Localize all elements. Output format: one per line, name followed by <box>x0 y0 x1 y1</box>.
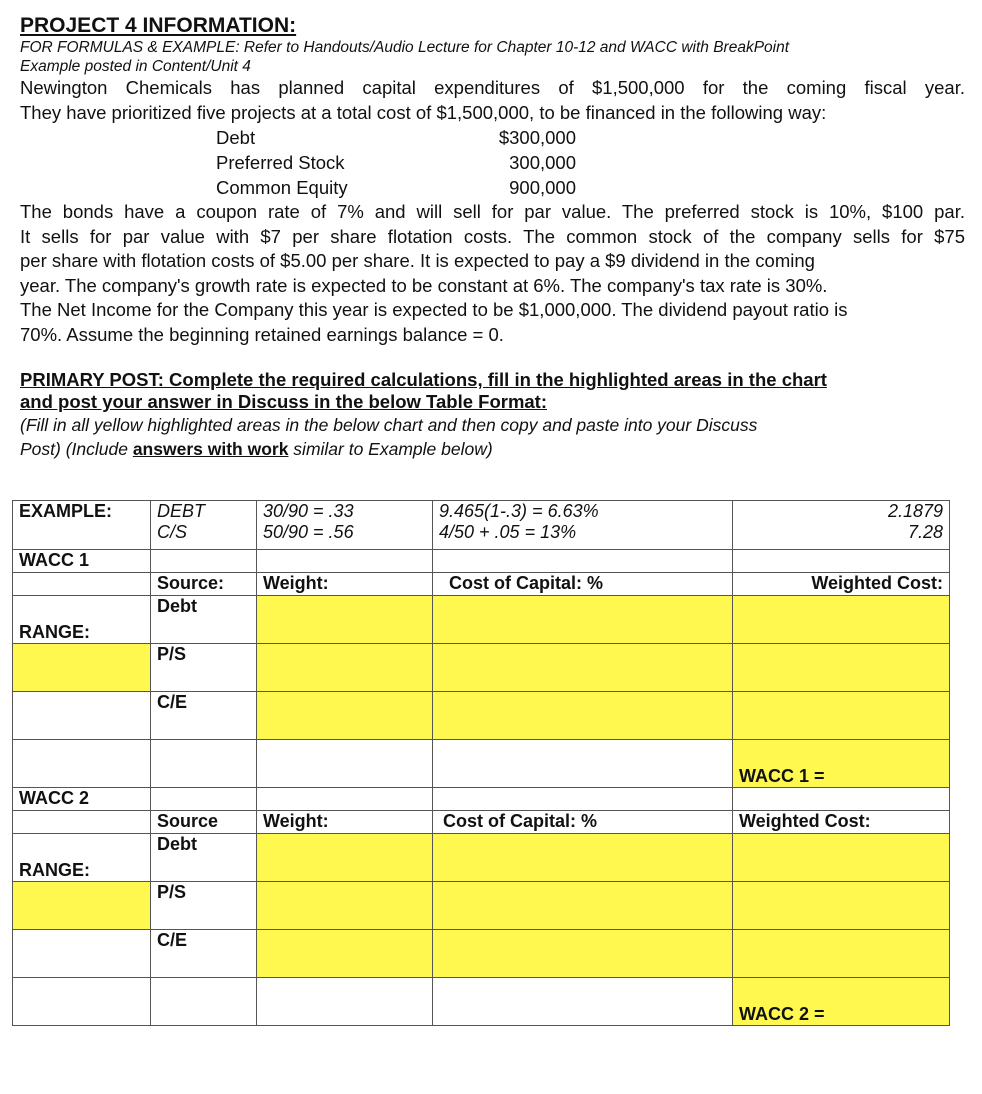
wacc1-ce-weighted-cost-input[interactable] <box>733 692 950 740</box>
wacc2-ce-weighted-cost-input[interactable] <box>733 930 950 978</box>
wacc1-total-input[interactable]: WACC 1 = <box>733 740 950 788</box>
wacc2-ps-label: P/S <box>151 882 257 930</box>
wacc2-debt-label: Debt <box>151 834 257 882</box>
example-weighted-costs: 2.1879 7.28 <box>733 501 950 550</box>
financing-row-debt <box>216 125 576 150</box>
wacc2-cost-header: Cost of Capital: % <box>433 811 733 834</box>
wacc2-source-header: Source <box>151 811 257 834</box>
wacc2-weighted-cost-header: Weighted Cost: <box>733 811 950 834</box>
wacc-table <box>12 500 950 1026</box>
financing-row-common <box>216 175 576 200</box>
wacc1-source-header: Source: <box>151 573 257 596</box>
financing-label: Preferred Stock <box>216 152 345 173</box>
example-label: EXAMPLE: <box>13 501 151 550</box>
wacc1-ce-row <box>13 692 950 740</box>
wacc2-debt-weighted-cost-input[interactable] <box>733 834 950 882</box>
financing-amount: 900,000 <box>509 177 576 198</box>
example-sources: DEBT C/S <box>151 501 257 550</box>
wacc1-ce-cost-input[interactable] <box>433 692 733 740</box>
document <box>20 14 965 461</box>
wacc2-ce-cost-input[interactable] <box>433 930 733 978</box>
wacc1-weight-header: Weight: <box>257 573 433 596</box>
financing-row-preferred <box>216 150 576 175</box>
wacc1-debt-cost-input[interactable] <box>433 596 733 644</box>
page-title: PROJECT 4 INFORMATION: <box>20 14 297 37</box>
financing-amount: $300,000 <box>498 127 576 148</box>
intro-line-1: Newington Chemicals has planned capital expenditures of $1,500,000 for the coming fiscal year. <box>20 77 965 98</box>
details-line-4: year. The company's growth rate is expected to be constant at 6%. The company's tax rate is 30%. <box>20 274 828 296</box>
wacc2-ce-label: C/E <box>151 930 257 978</box>
wacc2-debt-row <box>13 834 950 882</box>
wacc1-ce-weight-input[interactable] <box>257 692 433 740</box>
intro-line-2: They have prioritized five projects at a total cost of $1,500,000, to be financed in the following way: <box>20 101 827 123</box>
wacc2-ps-weighted-cost-input[interactable] <box>733 882 950 930</box>
financing-label: Debt <box>216 127 256 148</box>
primary-post-heading-1: PRIMARY POST: Complete the required calculations, fill in the highlighted areas in the chart <box>20 369 827 390</box>
reference-line-2: Example posted in Content/Unit 4 <box>20 58 251 75</box>
wacc1-debt-weight-input[interactable] <box>257 596 433 644</box>
wacc2-range-label: RANGE: <box>13 834 151 882</box>
wacc1-debt-row <box>13 596 950 644</box>
wacc1-debt-label: Debt <box>151 596 257 644</box>
wacc2-total-input[interactable]: WACC 2 = <box>733 978 950 1026</box>
details-line-6: 70%. Assume the beginning retained earnings balance = 0. <box>20 323 504 345</box>
instructions-emphasis: answers with work <box>132 439 289 459</box>
wacc2-total-row <box>13 978 950 1026</box>
details-line-3: per share with flotation costs of $5.00 per share. It is expected to pay a $9 dividend in the coming <box>20 250 815 271</box>
wacc2-label: WACC 2 <box>13 788 151 811</box>
wacc2-range-input[interactable] <box>13 882 151 930</box>
wacc2-ce-row <box>13 930 950 978</box>
wacc1-ps-cost-input[interactable] <box>433 644 733 692</box>
wacc2-label-row <box>13 788 950 811</box>
wacc2-ce-weight-input[interactable] <box>257 930 433 978</box>
financing-list <box>20 125 965 200</box>
wacc1-total-row <box>13 740 950 788</box>
wacc2-debt-cost-input[interactable] <box>433 834 733 882</box>
wacc2-ps-weight-input[interactable] <box>257 882 433 930</box>
reference-line-1: FOR FORMULAS & EXAMPLE: Refer to Handouts/Audio Lecture for Chapter 10-12 and WACC with BreakPoint <box>20 39 790 56</box>
financing-amount: 300,000 <box>509 152 576 173</box>
wacc1-label: WACC 1 <box>13 550 151 573</box>
financing-label: Common Equity <box>216 177 348 198</box>
instructions-line-2: Post) (Include answers with work similar to Example below) <box>20 439 493 459</box>
instructions-line-1: (Fill in all yellow highlighted areas in the below chart and then copy and paste into your Discuss <box>20 415 758 435</box>
wacc2-weight-header: Weight: <box>257 811 433 834</box>
details-line-2: It sells for par value with $7 per share flotation costs. The common stock of the company sells for $75 <box>20 225 965 247</box>
wacc1-cost-header: Cost of Capital: % <box>433 573 733 596</box>
wacc2-ps-cost-input[interactable] <box>433 882 733 930</box>
wacc1-range-label: RANGE: <box>13 596 151 644</box>
wacc1-header-row <box>13 573 950 596</box>
wacc2-ps-row <box>13 882 950 930</box>
primary-post-heading-2: and post your answer in Discuss in the below Table Format: <box>20 391 547 412</box>
example-costs: 9.465(1-.3) = 6.63% 4/50 + .05 = 13% <box>433 501 733 550</box>
wacc1-debt-weighted-cost-input[interactable] <box>733 596 950 644</box>
wacc1-ps-weight-input[interactable] <box>257 644 433 692</box>
wacc2-header-row <box>13 811 950 834</box>
wacc1-range-input[interactable] <box>13 644 151 692</box>
wacc1-ce-label: C/E <box>151 692 257 740</box>
wacc1-ps-weighted-cost-input[interactable] <box>733 644 950 692</box>
details-line-5: The Net Income for the Company this year is expected to be $1,000,000. The dividend payout ratio is <box>20 299 848 320</box>
wacc1-ps-label: P/S <box>151 644 257 692</box>
example-row <box>13 501 950 550</box>
details-line-1: The bonds have a coupon rate of 7% and will sell for par value. The preferred stock is 10%, $100 par. <box>20 201 965 222</box>
example-weights: 30/90 = .33 50/90 = .56 <box>257 501 433 550</box>
wacc1-label-row <box>13 550 950 573</box>
wacc2-debt-weight-input[interactable] <box>257 834 433 882</box>
wacc1-weighted-cost-header: Weighted Cost: <box>733 573 950 596</box>
wacc1-ps-row <box>13 644 950 692</box>
